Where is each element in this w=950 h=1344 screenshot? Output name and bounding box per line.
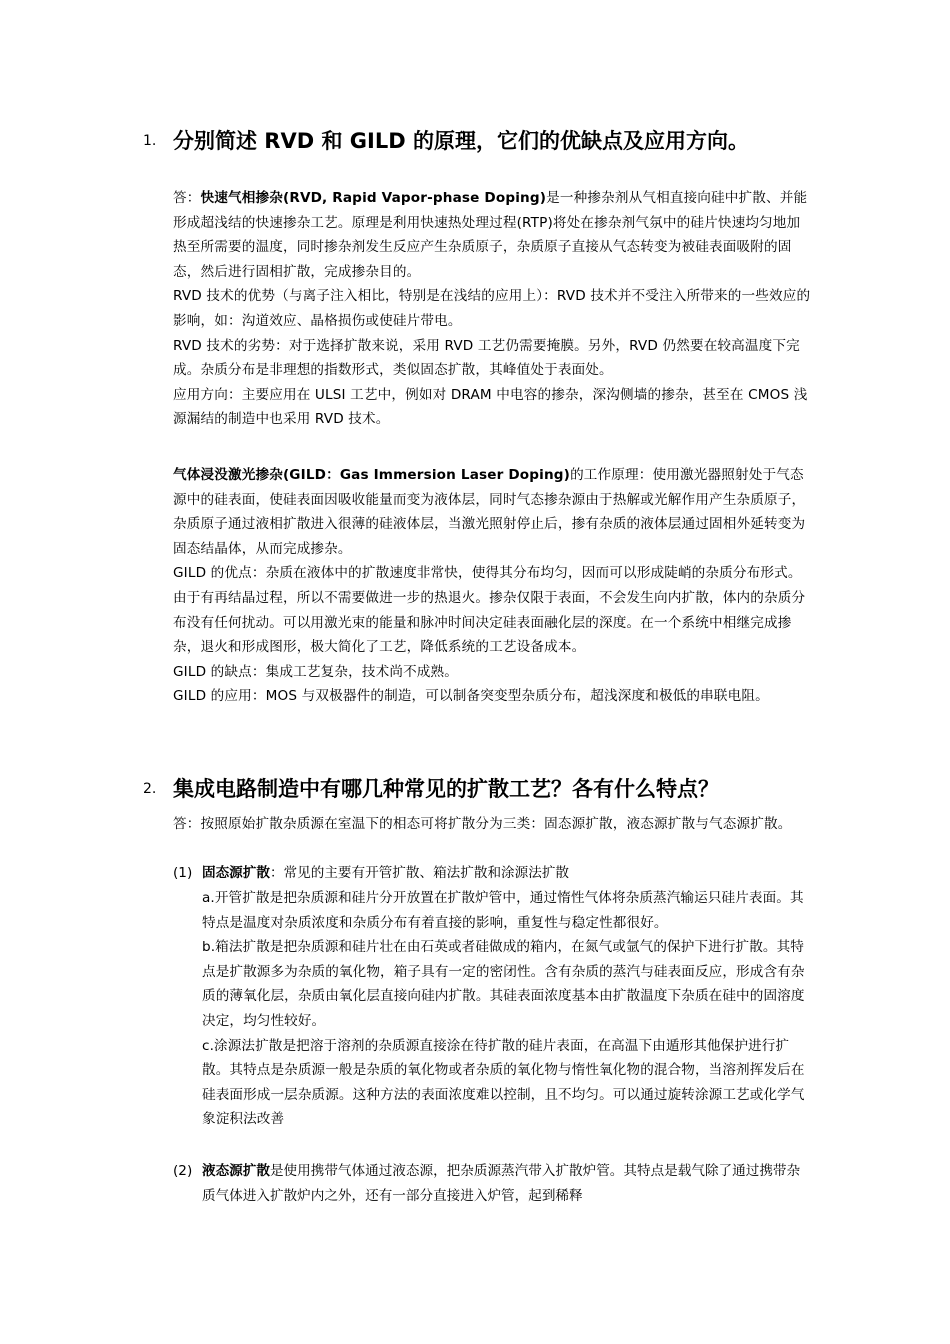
list-item-solid-source xyxy=(173,861,813,886)
list-item-liquid-source xyxy=(173,1159,813,1208)
subitem-coating-method: c.涂源法扩散是把溶于溶剂的杂质源直接涂在待扩散的硅片表面，在高温下由遁形其他保护进行扩散。其特点是杂质源一般是杂质的氧化物或者杂质的氧化物与惰性氧化物的混合物，当溶剂挥发后在硅表面形成一层杂质源。这种方法的表面浓度难以控制，且不均匀。可以通过旋转涂源工艺或化学气象淀积法改善 xyxy=(202,1037,805,1128)
rvd-term: 快速气相掺杂(RVD, Rapid Vapor-phase Doping) xyxy=(200,190,547,206)
question-2-answer: 答：按照原始扩散杂质源在室温下的相态可将扩散分为三类：固态源扩散，液态源扩散与气态源扩散。 xyxy=(173,816,792,832)
question-1-title xyxy=(143,126,843,156)
gild-term: 气体浸没激光掺杂(GILD：Gas Immersion Laser Doping) xyxy=(173,467,571,483)
rvd-advantages: RVD 技术的优势（与离子注入相比，特别是在浅结的应用上）：RVD 技术并不受注入所带来的一些效应的影响，如：沟道效应、晶格损伤或使硅片带电。 xyxy=(173,288,811,329)
solid-source-subitems xyxy=(202,886,812,1132)
question-1-number: 1. xyxy=(143,133,157,149)
rvd-applications: 应用方向：主要应用在 ULSI 工艺中，例如对 DRAM 中电容的掺杂，深沟侧墙的掺杂，甚至在 CMOS 浅源漏结的制造中也采用 RVD 技术。 xyxy=(173,386,808,428)
gild-section xyxy=(173,463,813,709)
answer-prefix: 答： xyxy=(173,190,201,206)
gild-disadvantages: GILD 的缺点：集成工艺复杂，技术尚不成熟。 xyxy=(173,663,459,680)
list-item-label: (1) xyxy=(173,865,193,881)
rvd-intro-paragraph xyxy=(173,186,813,284)
gild-advantages: GILD 的优点：杂质在液体中的扩散速度非常快，使得其分布均匀，因而可以形成陡峭的杂质分布形式。由于有再结晶过程，所以不需要做进一步的热退火。掺杂仅限于表面，不会发生向内扩散，体内的杂质分布没有任何扰动。可以用激光束的能量和脉冲时间决定硅表面融化层的深度。在一个系统中相继完成掺杂，退火和形成图形，极大简化了工艺，降低系统的工艺设备成本。 xyxy=(173,565,806,656)
solid-source-term: 固态源扩散 xyxy=(202,865,270,881)
list-item-label: (2) xyxy=(173,1163,193,1179)
liquid-source-text: 是使用携带气体通过液态源，把杂质源蒸汽带入扩散炉管。其特点是载气除了通过携带杂质气体进入扩散炉内之外，还有一部分直接进入炉管，起到稀释 xyxy=(202,1163,801,1204)
solid-source-text: ：常见的主要有开管扩散、箱法扩散和涂源法扩散 xyxy=(269,865,570,881)
rvd-section xyxy=(173,186,813,432)
gild-intro: 的工作原理：使用激光器照射处于气态源中的硅表面，使硅表面因吸收能量而变为液体层，同时气态掺杂源由于热解或光解作用产生杂质原子，杂质原子通过液相扩散进入很薄的硅液体层，当激光照射停止后，掺有杂质的液体层通过固相外延转变为固态结晶体，从而完成掺杂。 xyxy=(173,467,806,557)
question-2-text: 集成电路制造中有哪几种常见的扩散工艺？各有什么特点？ xyxy=(173,777,719,801)
subitem-box-method: b.箱法扩散是把杂质源和硅片壮在由石英或者硅做成的箱内，在氮气或氩气的保护下进行扩散。其特点是扩散源多为杂质的氧化物，箱子具有一定的密闭性。含有杂质的蒸汽与硅表面反应，形成含有杂质的薄氧化层，杂质由氧化层直接向硅内扩散。其硅表面浓度基本由扩散温度下杂质在硅中的固溶度决定，均匀性较好。 xyxy=(202,939,805,1029)
gild-intro-paragraph xyxy=(173,463,813,561)
rvd-intro: 是一种掺杂剂从气相直接向硅中扩散、并能形成超浅结的快速掺杂工艺。原理是利用快速热处理过程(RTP)将处在掺杂剂气氛中的硅片快速均匀地加热至所需要的温度，同时掺杂剂发生反应产生杂质原子，杂质原子直接从气态转变为被硅表面吸附的固态，然后进行固相扩散，完成掺杂目的。 xyxy=(173,190,808,280)
liquid-source-term: 液态源扩散 xyxy=(202,1163,270,1179)
subitem-open-tube: a.开管扩散是把杂质源和硅片分开放置在扩散炉管中，通过惰性气体将杂质蒸汽输运只硅片表面。其特点是温度对杂质浓度和杂质分布有着直接的影响，重复性与稳定性都很好。 xyxy=(202,890,804,931)
gild-applications: GILD 的应用：MOS 与双极器件的制造，可以制备突变型杂质分布，超浅深度和极低的串联电阻。 xyxy=(173,688,769,705)
question-1-text: 分别简述 RVD 和 GILD 的原理，它们的优缺点及应用方向。 xyxy=(173,129,749,153)
question-2-title xyxy=(143,774,843,804)
rvd-disadvantages: RVD 技术的劣势：对于选择扩散来说，采用 RVD 工艺仍需要掩膜。另外，RVD 仍然要在较高温度下完成。杂质分布是非理想的指数形式，类似固态扩散，其峰值处于表面处。 xyxy=(173,337,800,379)
question-2-number: 2. xyxy=(143,781,157,797)
